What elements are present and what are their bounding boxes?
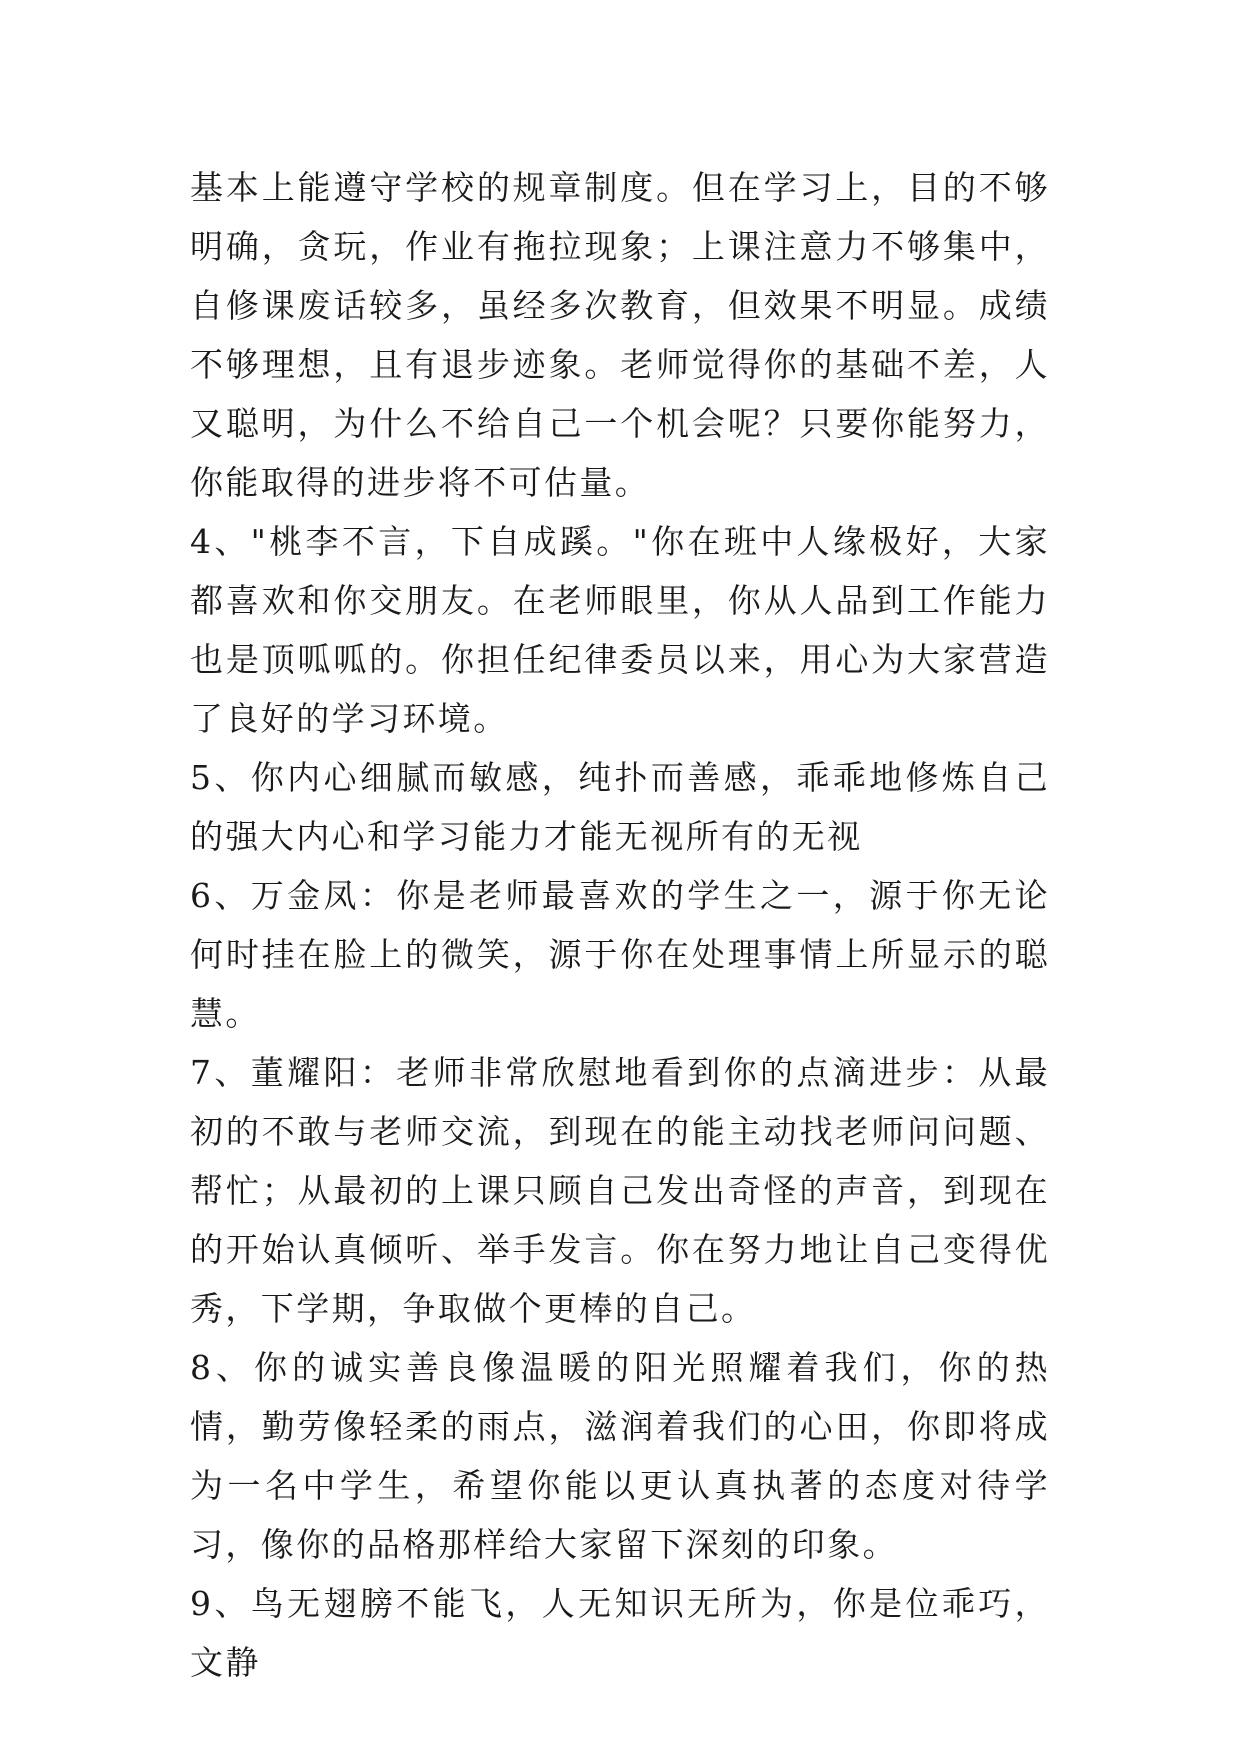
paragraph-8: 8、你的诚实善良像温暖的阳光照耀着我们，你的热情，勤劳像轻柔的雨点，滋润着我们的心田，你即将成为一名中学生，希望你能以更认真执著的态度对待学习，像你的品格那样给大家留下深刻的印象。 (190, 1348, 1050, 1564)
paragraph-5: 5、你内心细腻而敏感，纯扑而善感，乖乖地修炼自己的强大内心和学习能力才能无视所有的无视 (190, 758, 1050, 856)
document-body (190, 158, 1050, 1692)
paragraph-7: 7、董耀阳：老师非常欣慰地看到你的点滴进步：从最初的不敢与老师交流，到现在的能主动找老师问问题、帮忙；从最初的上课只顾自己发出奇怪的声音，到现在的开始认真倾听、举手发言。你在努力地让自己变得优秀，下学期，争取做个更棒的自己。 (190, 1053, 1050, 1328)
paragraph-9: 9、鸟无翅膀不能飞，人无知识无所为，你是位乖巧，文静 (190, 1584, 1050, 1682)
paragraph-6: 6、万金凤：你是老师最喜欢的学生之一，源于你无论何时挂在脸上的微笑，源于你在处理事情上所显示的聪慧。 (190, 876, 1050, 1033)
paragraph-continuation: 基本上能遵守学校的规章制度。但在学习上，目的不够明确，贪玩，作业有拖拉现象；上课注意力不够集中，自修课废话较多，虽经多次教育，但效果不明显。成绩不够理想，且有退步迹象。老师觉得你的基础不差，人又聪明，为什么不给自己一个机会呢？只要你能努力，你能取得的进步将不可估量。 (190, 168, 1050, 502)
paragraph-4: 4、"桃李不言，下自成蹊。"你在班中人缘极好，大家都喜欢和你交朋友。在老师眼里，你从人品到工作能力也是顶呱呱的。你担任纪律委员以来，用心为大家营造了良好的学习环境。 (190, 522, 1050, 738)
